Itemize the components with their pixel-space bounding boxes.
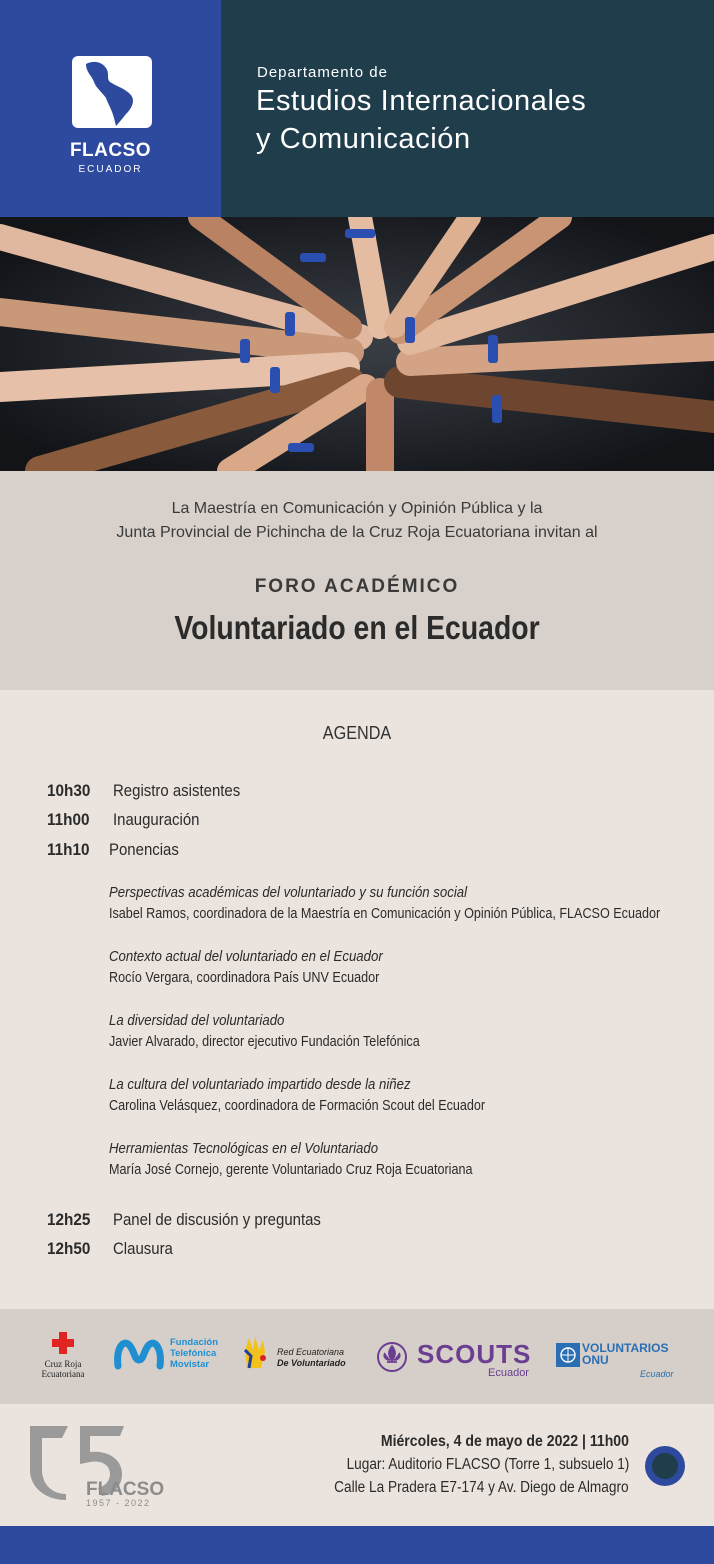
hands-together-photo [0, 217, 714, 471]
scouts-name: SCOUTS [417, 1339, 532, 1369]
invitation-line2: Junta Provincial de Pichincha de la Cruz Roja Ecuatoriana invitan al [116, 524, 598, 541]
agenda-activity: Panel de discusión y preguntas [113, 1210, 321, 1229]
event-place: Lugar: Auditorio FLACSO (Torre 1, subsuelo 1) [346, 1456, 629, 1473]
movistar-m-icon [114, 1338, 164, 1370]
agenda-time: 12h25 [47, 1210, 91, 1229]
red-cross-icon [52, 1332, 74, 1354]
talk-title: La cultura del voluntariado impartido desde la niñez [109, 1076, 411, 1093]
red-voluntariado-line2: De Voluntariado [277, 1358, 346, 1368]
scouts-country: Ecuador [488, 1367, 529, 1379]
agenda-time: 11h10 [47, 840, 90, 859]
talk-item [109, 1076, 709, 1118]
movistar-line1: Fundación [170, 1337, 219, 1348]
event-type: FORO ACADÉMICO [254, 576, 460, 597]
flacso-logo-text: FLACSO [69, 140, 152, 161]
flacso-logo-country: ECUADOR [78, 164, 143, 175]
invitation-line1: La Maestría en Comunicación y Opinión Pública y la [171, 500, 543, 517]
red-voluntariado-line1: Red Ecuatoriana [277, 1347, 345, 1357]
talk-speaker: Rocío Vergara, coordinadora País UNV Ecuador [109, 969, 380, 986]
event-title: Voluntariado en el Ecuador [174, 609, 540, 646]
bottom-bar [0, 1526, 714, 1564]
movistar-line3: Movistar [170, 1359, 210, 1370]
anniversary-name: FLACSO [86, 1479, 165, 1500]
voluntarios-line1: VOLUNTARIOS [582, 1341, 669, 1355]
red-voluntariado-name [277, 1347, 346, 1369]
agenda-time: 11h00 [47, 810, 90, 829]
event-address: Calle La Pradera E7-174 y Av. Diego de Almagro [334, 1479, 629, 1496]
agenda-activity: Inauguración [113, 810, 200, 829]
department-name-line2: y Comunicación [256, 123, 471, 155]
event-date: Miércoles, 4 de mayo de 2022 | 11h00 [380, 1433, 629, 1450]
invitation-band [0, 471, 714, 690]
department-name-line1: Estudios Internacionales [256, 85, 587, 117]
voluntarios-line2: ONU [582, 1353, 609, 1367]
agenda-activity: Ponencias [109, 840, 179, 859]
scouts-fleur-de-lis-icon [376, 1341, 408, 1373]
movistar-name [170, 1337, 218, 1370]
talk-item [109, 948, 709, 990]
talk-title: Herramientas Tecnológicas en el Voluntariado [109, 1140, 379, 1157]
department-prefix: Departamento de [257, 64, 388, 81]
red-voluntariado-hand-icon [241, 1334, 271, 1370]
header [0, 0, 714, 217]
agenda-title: AGENDA [322, 723, 392, 743]
cruz-roja-name: Cruz Roja Ecuatoriana [41, 1359, 85, 1379]
agenda-time: 10h30 [47, 781, 91, 800]
movistar-line2: Telefónica [170, 1348, 217, 1359]
talk-speaker: María José Cornejo, gerente Voluntariado Cruz Roja Ecuatoriana [109, 1161, 473, 1178]
agenda-activity: Clausura [113, 1239, 173, 1258]
anniversary-years: 1957 - 2022 [86, 1498, 151, 1508]
agenda-activity: Registro asistentes [113, 781, 241, 800]
un-emblem-icon [556, 1343, 580, 1367]
talk-speaker: Isabel Ramos, coordinadora de la Maestría en Comunicación y Opinión Pública, FLACSO Ecuador [109, 905, 661, 922]
talk-title: La diversidad del voluntariado [109, 1012, 285, 1029]
americas-map-icon [72, 56, 152, 128]
voluntarios-onu-name [582, 1342, 668, 1366]
talk-item [109, 1012, 709, 1054]
talk-item [109, 884, 709, 926]
talk-title: Perspectivas académicas del voluntariado y su función social [109, 884, 468, 901]
talk-speaker: Javier Alvarado, director ejecutivo Fundación Telefónica [109, 1033, 420, 1050]
decorative-circle-inner [652, 1453, 678, 1479]
agenda-time: 12h50 [47, 1239, 91, 1258]
talk-speaker: Carolina Velásquez, coordinadora de Formación Scout del Ecuador [109, 1097, 486, 1114]
voluntarios-country: Ecuador [640, 1369, 674, 1379]
talk-item [109, 1140, 709, 1182]
talk-title: Contexto actual del voluntariado en el Ecuador [109, 948, 383, 965]
